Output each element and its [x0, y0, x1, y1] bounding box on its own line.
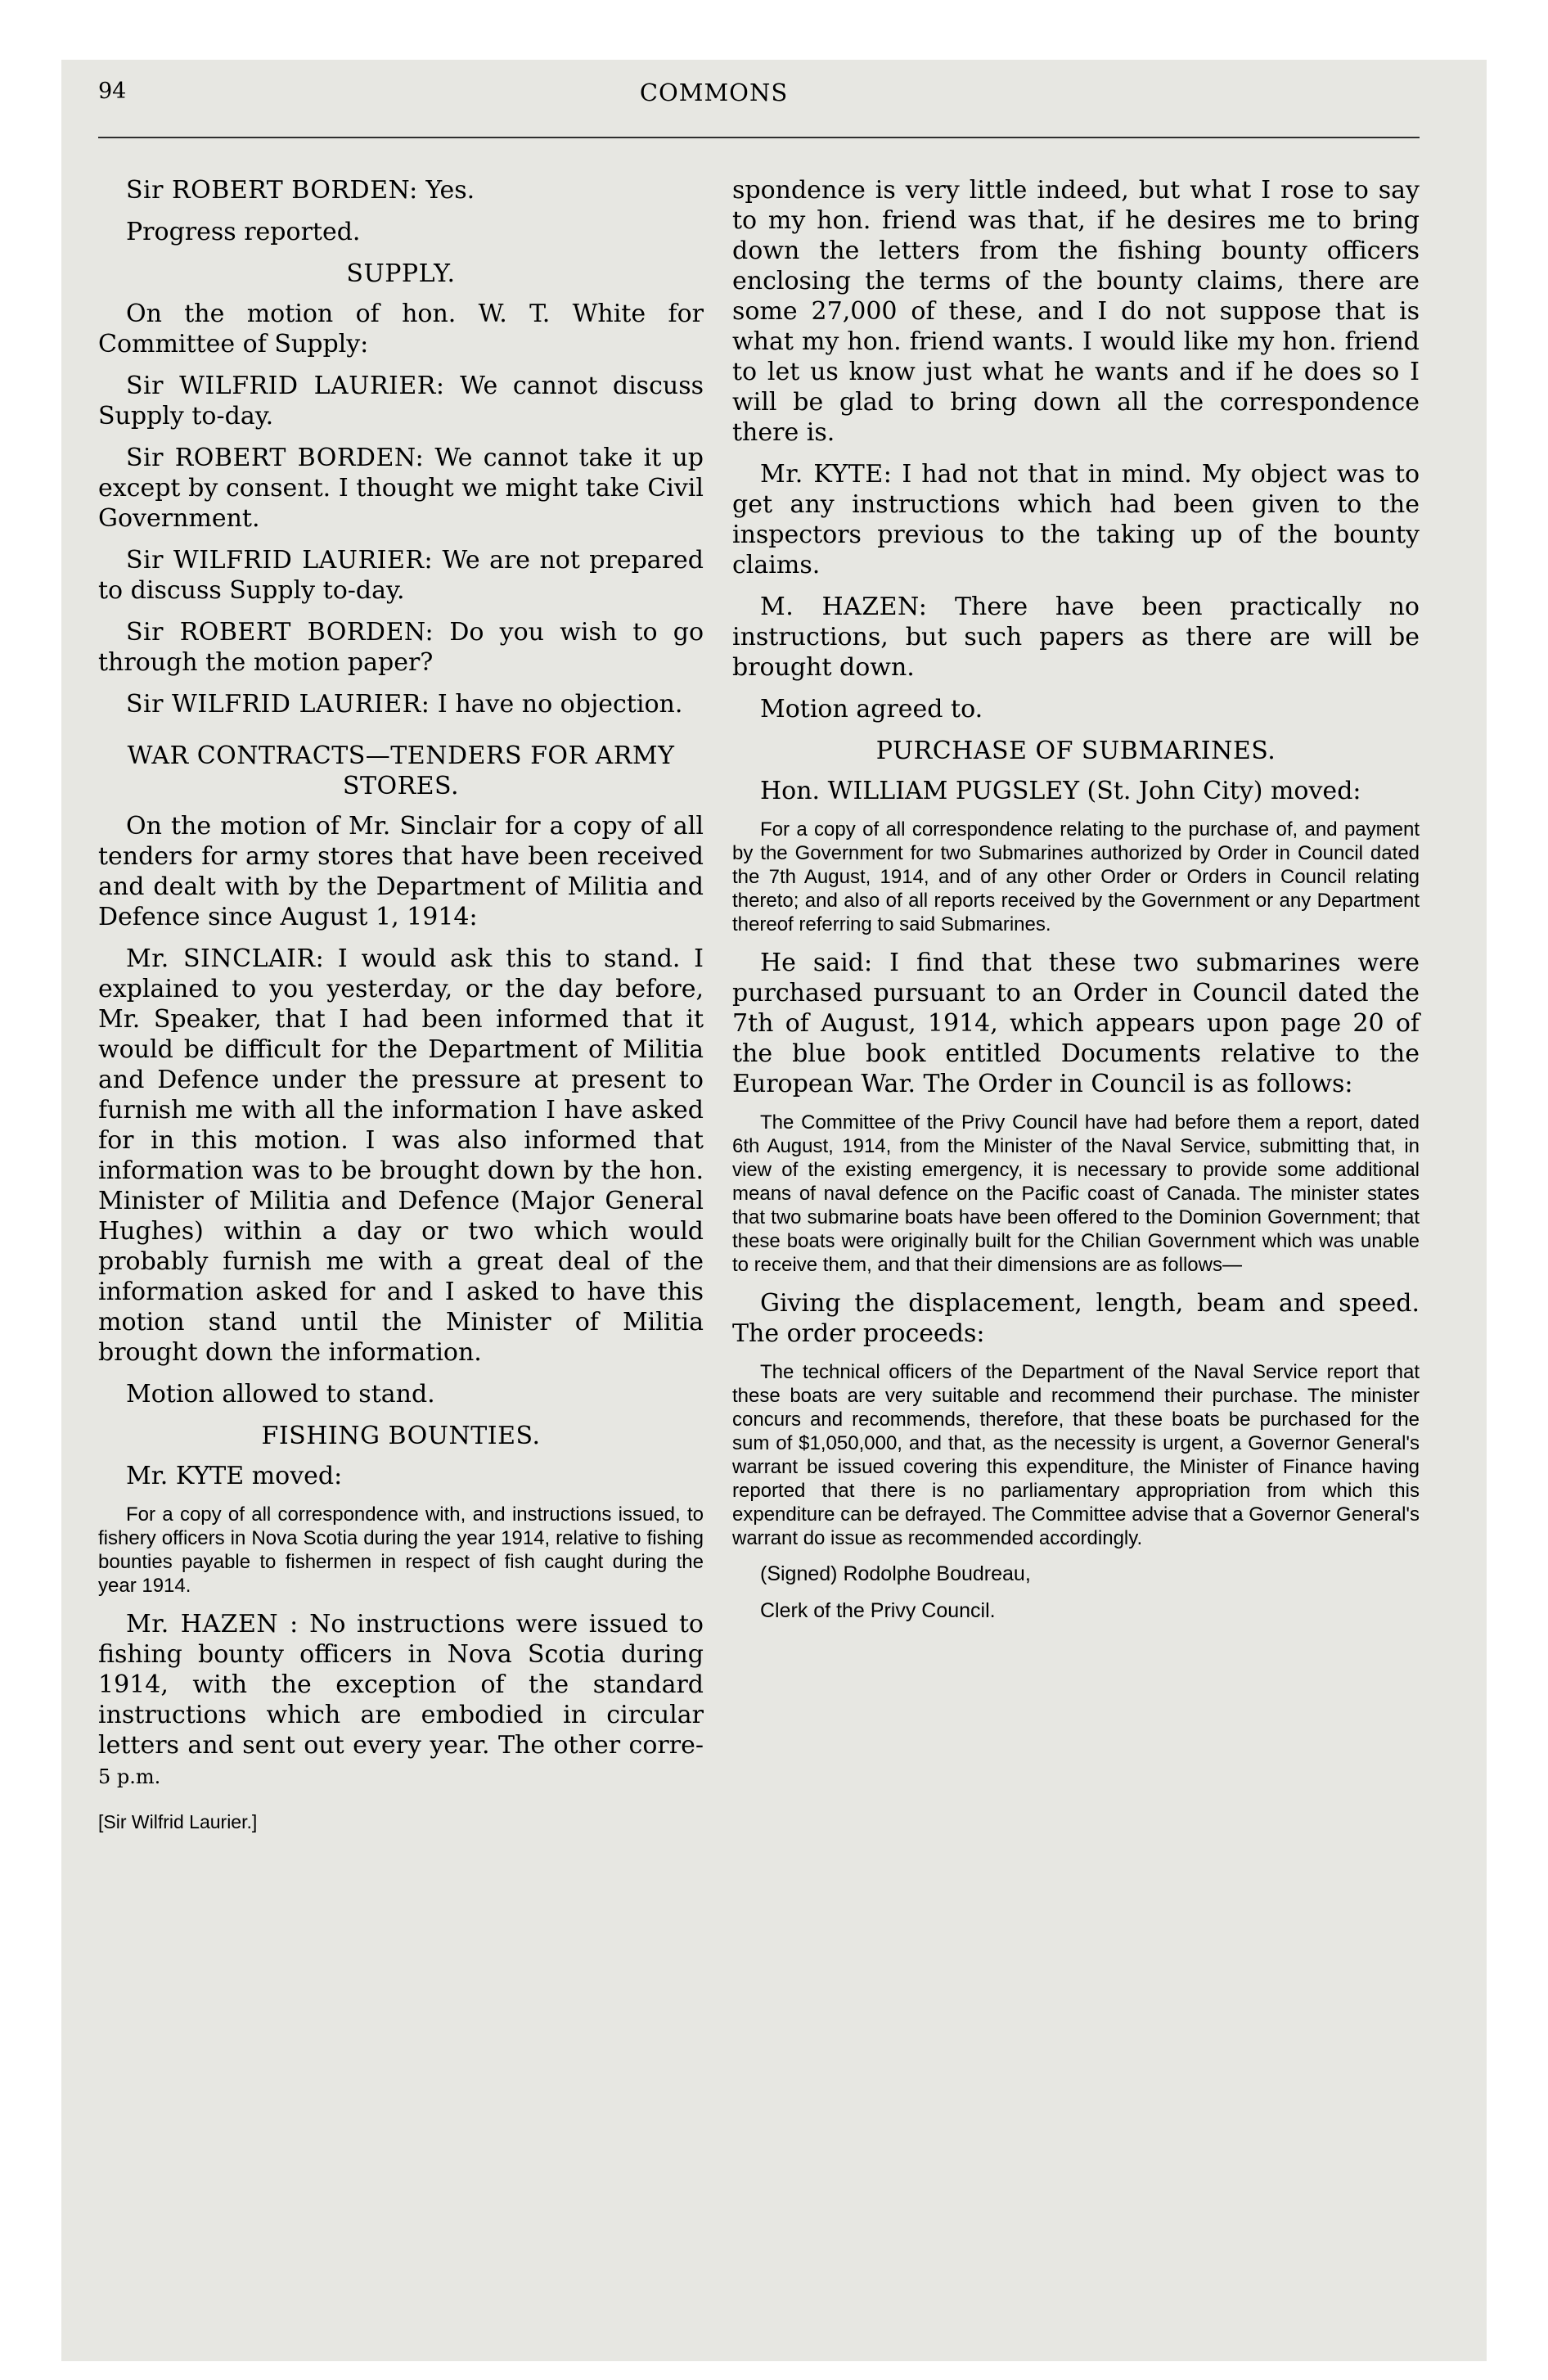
speech-text: Do you wish to go through the motion paper?	[98, 618, 704, 677]
speech-text: I would ask this to stand. I explained to you yesterday, or the day before, Mr. Speaker, that I had been informed that it would be difficult for the Department of Militia and Defence under the pressure at present to furnish me with all the information I have asked for in this motion. I was also informed that information was to be brought down by the hon. Minister of Militia and Defence (Major General Hughes) within a day or two which would probably furnish me with a great deal of the information asked for and I asked to have this motion stand until the Minister of Militia brought down the information.	[98, 944, 704, 1367]
paragraph: He said: I find that these two submarines were purchased pursuant to an Order in Council dated the 7th of August, 1914, which appears upon page 20 of the blue book entitled Documents relative to the European War. The Order in Council is as follows:	[732, 949, 1420, 1098]
page-footer-name: [Sir Wilfrid Laurier.]	[98, 1811, 258, 1832]
section-heading: SUPPLY.	[346, 259, 456, 288]
speaker-name: Sir ROBERT BORDEN:	[126, 618, 434, 647]
motion-quote: For a copy of all correspondence with, and instructions issued, to fishery officers in Nova Scotia during the year 1914, relative to fishing bounties payable to fishermen in respect of fish caught during the year 1914.	[98, 1503, 704, 1597]
paragraph: On the motion of Mr. Sinclair for a copy of all tenders for army stores that have been received and dealt with by the Department of Militia and Defence since August 1, 1914:	[98, 812, 704, 931]
speech	[98, 545, 704, 606]
left-column	[98, 175, 704, 1837]
signature-line: (Signed) Rodolphe Boudreau,	[760, 1562, 1031, 1585]
header-rule	[98, 137, 1420, 138]
speaker-name: Sir ROBERT BORDEN:	[126, 176, 418, 205]
speech	[98, 175, 704, 205]
paragraph: spondence is very little indeed, but what I rose to say to my hon. friend was that, if he desires me to bring down the letters from the fishing bounty officers enclosing the terms of the bounty claims, there are some 27,000 of these, and I do not suppose that is what my hon. friend wants. I would like my hon. friend to let us know just what he wants and if he does so I will be glad to bring down all the correspondence there is.	[732, 176, 1420, 447]
speech-text: We cannot discuss Supply to-day.	[98, 372, 704, 430]
speech-text: Yes.	[417, 176, 475, 205]
speaker-name: Mr. KYTE:	[760, 460, 893, 489]
paragraph: Motion agreed to.	[760, 695, 983, 723]
speech-text: We are not prepared to discuss Supply to-day.	[98, 546, 704, 605]
speech	[98, 617, 704, 678]
speech-text: No instructions were issued to fishing bounty officers in Nova Scotia during 1914, with the exception of the standard instructions which are embodied in circular letters and sent out every year. The other corre-	[98, 1610, 704, 1760]
order-quote: The technical officers of the Department of the Naval Service report that these boats are very suitable and recommend their purchase. The minister concurs and recommends, therefore, that these boats be purchased for the sum of $1,050,000, and that, as the necessity is urgent, a Governor General's warrant be issued covering this expenditure, the Minister of Finance having reported that there is no parliamentary appropriation from which this expenditure can be defrayed. The Committee advise that a Governor General's warrant do issue as recommended accordingly.	[732, 1361, 1420, 1549]
section-heading: FISHING BOUNTIES.	[261, 1422, 541, 1450]
motion-quote: For a copy of all correspondence relating to the purchase of, and payment by the Government for two Submarines authorized by Order in Council dated the 7th August, 1914, and of any other Order or Orders in Council relating thereto; and also of all reports received by the Government or any Department thereof referring to said Submarines.	[732, 818, 1420, 935]
right-column	[732, 175, 1420, 1635]
speaker-name: Sir ROBERT BORDEN:	[126, 444, 425, 472]
speaker-name: Sir WILFRID LAURIER:	[126, 372, 445, 400]
speech	[98, 443, 704, 534]
speech-text: There have been practically no instructions, but such papers as there are will be brought down.	[732, 593, 1420, 682]
speaker-name: Sir WILFRID LAURIER:	[126, 546, 434, 575]
speaker-name: Mr. SINCLAIR:	[126, 944, 325, 973]
speaker-name: M. HAZEN:	[760, 593, 928, 621]
paragraph: Giving the displacement, length, beam and speed. The order proceeds:	[732, 1289, 1420, 1348]
paragraph: Mr. KYTE moved:	[126, 1462, 343, 1490]
paragraph: Motion allowed to stand.	[126, 1380, 435, 1409]
running-head: COMMONS	[639, 79, 789, 106]
speech-text: I have no objection.	[430, 690, 683, 719]
speech-text: We cannot take it up except by consent. I thought we might take Civil Government.	[98, 444, 704, 533]
time-margin-note: 5 p.m.	[98, 1765, 161, 1788]
speech	[98, 689, 704, 719]
speaker-name: Sir WILFRID LAURIER:	[126, 690, 430, 719]
paragraph: Progress reported.	[126, 218, 361, 246]
speech	[98, 371, 704, 431]
page-header	[98, 79, 1420, 124]
speech-text: I had not that in mind. My object was to get any instructions which had been given to the inspectors previous to the taking up of the bounty claims.	[732, 460, 1420, 579]
paragraph: On the motion of hon. W. T. White for Committee of Supply:	[98, 300, 704, 358]
speaker-name: Mr. HAZEN :	[126, 1610, 299, 1639]
paragraph: Hon. WILLIAM PUGSLEY (St. John City) moved:	[760, 777, 1361, 805]
speech	[98, 1609, 704, 1792]
speech	[98, 944, 704, 1368]
signature-title: Clerk of the Privy Council.	[760, 1599, 996, 1622]
section-heading: PURCHASE OF SUBMARINES.	[875, 737, 1276, 765]
speech	[732, 459, 1420, 580]
section-heading: WAR CONTRACTS—TENDERS FOR ARMY STORES.	[127, 741, 675, 800]
order-quote: The Committee of the Privy Council have had before them a report, dated 6th August, 1914, from the Minister of the Naval Service, submitting that, in view of the existing emergency, it is necessary to provide some additional means of naval defence on the Pacific coast of Canada. The minister states that two submarine boats have been offered to the Dominion Government; that these boats were originally built for the Chilian Government which was unable to receive them, and that their dimensions are as follows—	[732, 1111, 1420, 1276]
page-number: 94	[98, 79, 127, 104]
speech	[732, 592, 1420, 683]
